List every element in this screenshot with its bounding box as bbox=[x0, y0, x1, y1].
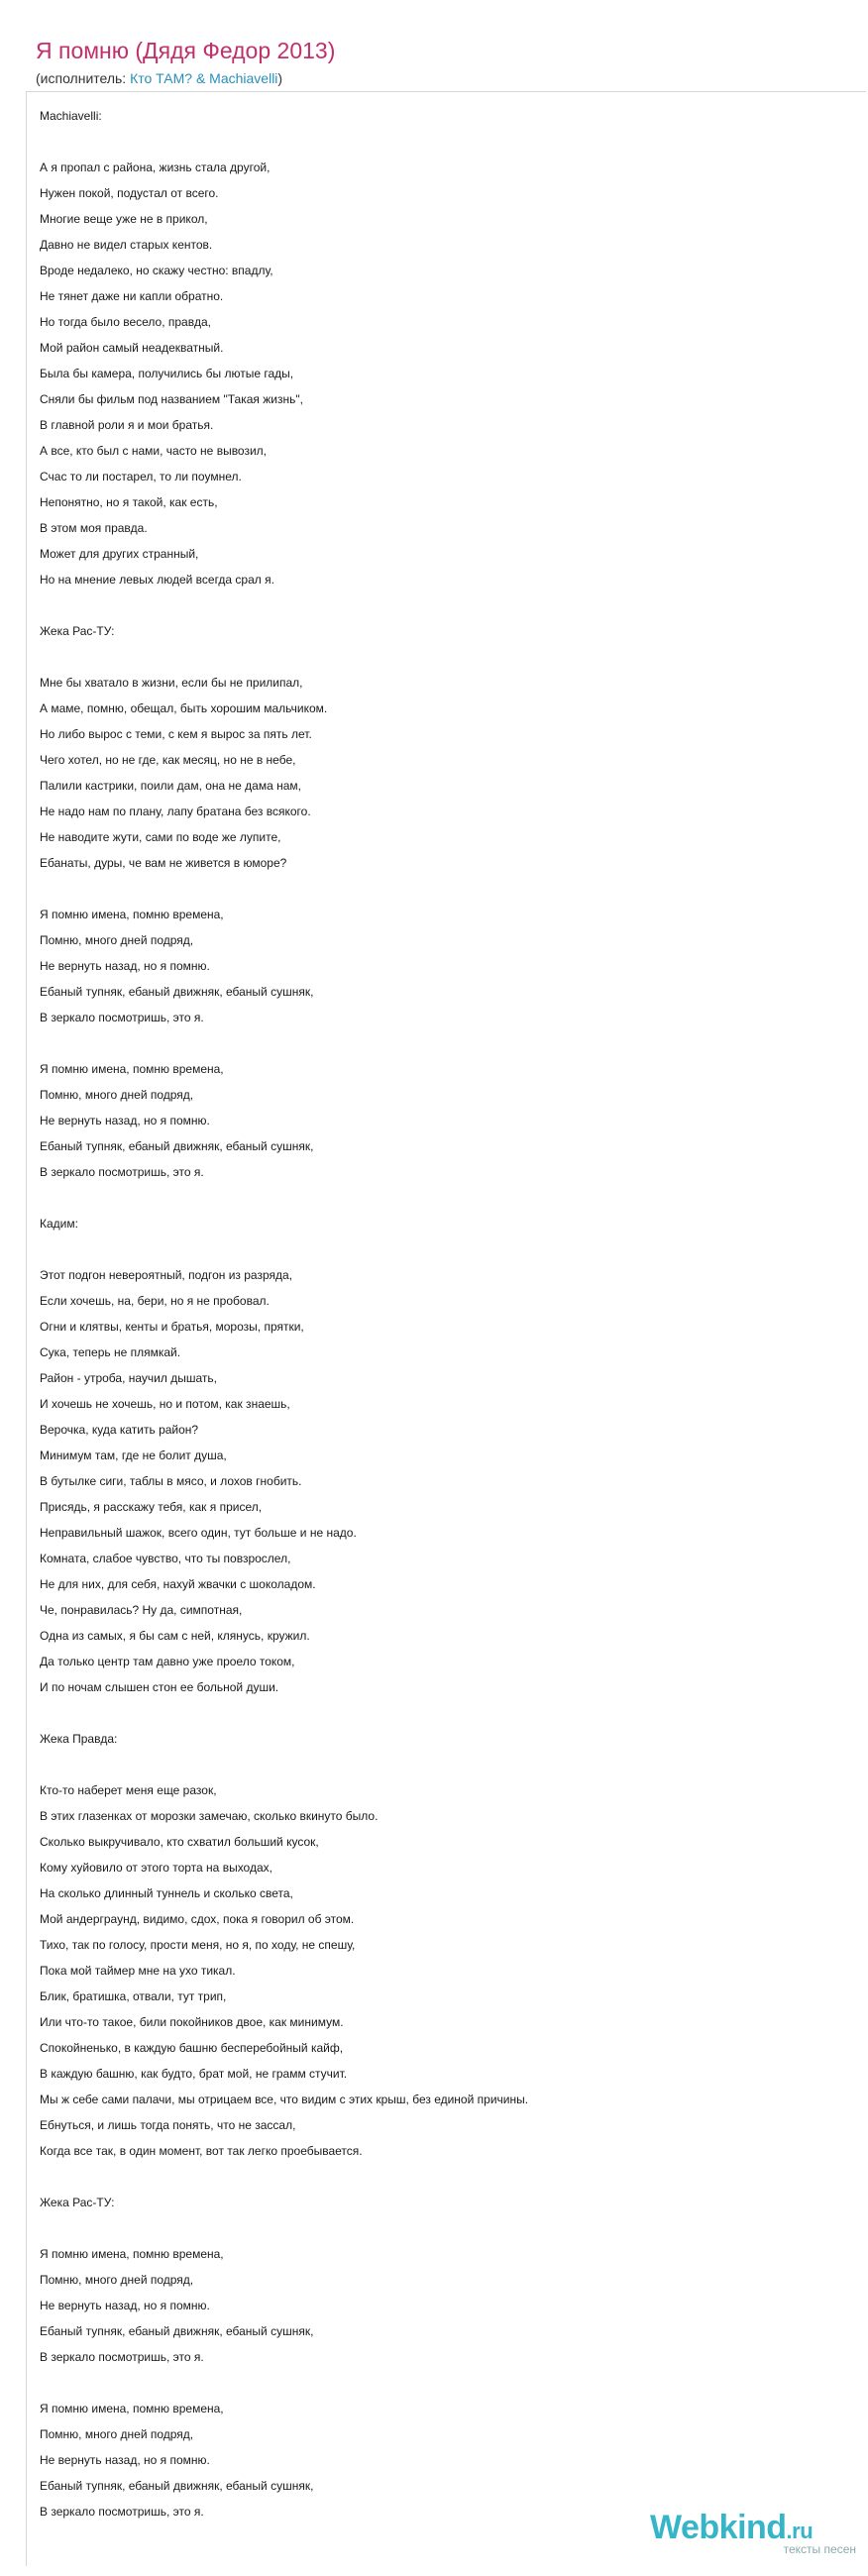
lyric-line: Может для других странный, bbox=[40, 547, 199, 561]
page-title: Я помню (Дядя Федор 2013) bbox=[36, 38, 336, 63]
byline-prefix: (исполнитель: bbox=[36, 70, 127, 86]
lyric-line: В каждую башню, как будто, брат мой, не грамм стучит. bbox=[40, 2067, 348, 2081]
blank-line bbox=[40, 2164, 868, 2190]
lyric-line: Огни и клятвы, кенты и братья, морозы, прятки, bbox=[40, 1320, 304, 1334]
lyric-line: Ебанаты, дуры, че вам не живется в юморе? bbox=[40, 856, 287, 870]
site-logo[interactable] bbox=[650, 2509, 862, 2558]
lyric-line: Минимум там, где не болит душа, bbox=[40, 1449, 227, 1462]
lyric-line: Счас то ли постарел, то ли поумнел. bbox=[40, 470, 242, 483]
byline-suffix: ) bbox=[277, 70, 283, 86]
lyric-line: И по ночам слышен стон ее больной души. bbox=[40, 1680, 279, 1694]
lyric-line: Я помню имена, помню времена, bbox=[40, 2402, 224, 2415]
lyric-line: Не вернуть назад, но я помню. bbox=[40, 2453, 210, 2467]
lyric-line: Палили кастрики, поили дам, она не дама нам, bbox=[40, 779, 301, 793]
lyric-line: Machiavelli: bbox=[40, 109, 102, 123]
lyric-line: Не вернуть назад, но я помню. bbox=[40, 1114, 210, 1127]
lyric-line: В бутылке сиги, таблы в мясо, и лохов гнобить. bbox=[40, 1474, 302, 1488]
lyric-line: Че, понравилась? Ну да, симпотная, bbox=[40, 1603, 243, 1617]
lyric-line: Кадим: bbox=[40, 1217, 78, 1231]
logo-brand-main: Webkind bbox=[650, 2509, 787, 2546]
lyric-line: Ебаный тупняк, ебаный движняк, ебаный сушняк, bbox=[40, 2324, 314, 2338]
lyric-line: Но на мнение левых людей всегда срал я. bbox=[40, 573, 274, 587]
blank-line bbox=[40, 592, 868, 618]
blank-line bbox=[40, 2215, 868, 2241]
lyric-line: Кто-то наберет меня еще разок, bbox=[40, 1783, 217, 1797]
lyric-line: Ебаный тупняк, ебаный движняк, ебаный сушняк, bbox=[40, 985, 314, 999]
lyric-line: А маме, помню, обещал, быть хорошим мальчиком. bbox=[40, 701, 328, 715]
lyric-line: Не вернуть назад, но я помню. bbox=[40, 2299, 210, 2312]
lyric-line: Я помню имена, помню времена, bbox=[40, 2247, 224, 2261]
lyric-line: Кому хуйовило от этого торта на выходах, bbox=[40, 1861, 272, 1875]
lyric-line: Нужен покой, подустал от всего. bbox=[40, 186, 219, 200]
lyric-line: Была бы камера, получились бы лютые гады, bbox=[40, 367, 294, 380]
lyric-line: Вроде недалеко, но скажу честно: впадлу, bbox=[40, 264, 273, 277]
lyric-line: Помню, много дней подряд, bbox=[40, 2427, 194, 2441]
lyric-line: Когда все так, в один момент, вот так легко проебывается. bbox=[40, 2144, 363, 2158]
blank-line bbox=[40, 644, 868, 670]
blank-line bbox=[40, 1236, 868, 1262]
lyric-line: В этих глазенках от морозки замечаю, сколько вкинуто было. bbox=[40, 1809, 379, 1823]
lyric-line: В зеркало посмотришь, это я. bbox=[40, 1165, 204, 1179]
logo-brand-suffix: .ru bbox=[786, 2519, 814, 2543]
lyric-line: Жека Рас-ТУ: bbox=[40, 624, 115, 638]
blank-line bbox=[40, 129, 868, 155]
lyric-line: Я помню имена, помню времена, bbox=[40, 1062, 224, 1076]
lyric-line: Непонятно, но я такой, как есть, bbox=[40, 495, 218, 509]
artist-byline bbox=[36, 69, 848, 87]
lyric-line: Но либо вырос с теми, с кем я вырос за пять лет. bbox=[40, 727, 312, 741]
lyric-line: Жека Правда: bbox=[40, 1732, 118, 1746]
lyric-line: В зеркало посмотришь, это я. bbox=[40, 1011, 204, 1024]
song-header bbox=[36, 36, 848, 87]
lyric-line: В зеркало посмотришь, это я. bbox=[40, 2505, 204, 2519]
lyric-line: Тихо, так по голосу, прости меня, но я, по ходу, не спешу, bbox=[40, 1938, 356, 1952]
lyric-line: А все, кто был с нами, часто не вывозил, bbox=[40, 444, 268, 458]
lyric-line: Ебнуться, и лишь тогда понять, что не зассал, bbox=[40, 2118, 296, 2132]
logo-tagline: тексты песен bbox=[783, 2542, 856, 2556]
lyric-line: Помню, много дней подряд, bbox=[40, 2273, 194, 2287]
lyric-line: Я помню имена, помню времена, bbox=[40, 908, 224, 921]
lyric-line: В главной роли я и мои братья. bbox=[40, 418, 214, 432]
lyric-line: Этот подгон невероятный, подгон из разряда, bbox=[40, 1268, 293, 1282]
lyric-line: Неправильный шажок, всего один, тут больше и не надо. bbox=[40, 1526, 357, 1540]
lyric-line: Не надо нам по плану, лапу братана без всякого. bbox=[40, 805, 311, 818]
lyric-line: Да только центр там давно уже проело током, bbox=[40, 1655, 295, 1668]
lyric-line: Не вернуть назад, но я помню. bbox=[40, 959, 210, 973]
lyric-line: В этом моя правда. bbox=[40, 521, 148, 535]
lyric-line: Или что-то такое, били покойников двое, как минимум. bbox=[40, 2015, 344, 2029]
blank-line bbox=[40, 876, 868, 902]
blank-line bbox=[40, 1700, 868, 1726]
lyric-line: Спокойненько, в каждую башню бесперебойный кайф, bbox=[40, 2041, 344, 2055]
lyric-line: Мой район самый неадекватный. bbox=[40, 341, 224, 355]
lyric-line: Не тянет даже ни капли обратно. bbox=[40, 289, 224, 303]
lyric-line: Пока мой таймер мне на ухо тикал. bbox=[40, 1964, 236, 1978]
lyric-line: Помню, много дней подряд, bbox=[40, 1088, 194, 1102]
lyric-line: А я пропал с района, жизнь стала другой, bbox=[40, 161, 271, 174]
lyric-line: Многие веще уже не в прикол, bbox=[40, 212, 208, 226]
lyric-line: На сколько длинный туннель и сколько света, bbox=[40, 1886, 293, 1900]
lyric-line: Сколько выкручивало, кто схватил больший кусок, bbox=[40, 1835, 319, 1849]
lyric-line: Мы ж себе сами палачи, мы отрицаем все, что видим с этих крыш, без единой причины. bbox=[40, 2093, 529, 2106]
blank-line bbox=[40, 1752, 868, 1777]
lyric-line: Сука, теперь не плямкай. bbox=[40, 1345, 181, 1359]
lyric-line: Жека Рас-ТУ: bbox=[40, 2196, 115, 2209]
blank-line bbox=[40, 1030, 868, 1056]
lyrics-text bbox=[40, 103, 868, 2524]
lyric-line: Присядь, я расскажу тебя, как я присел, bbox=[40, 1500, 263, 1514]
lyric-line: Чего хотел, но не где, как месяц, но не в небе, bbox=[40, 753, 296, 767]
artist-link[interactable]: Кто ТАМ? & Machiavelli bbox=[130, 70, 278, 86]
lyric-line: Не наводите жути, сами по воде же лупите, bbox=[40, 830, 281, 844]
blank-line bbox=[40, 2370, 868, 2396]
lyric-line: Мой андерграунд, видимо, сдох, пока я говорил об этом. bbox=[40, 1912, 355, 1926]
lyric-line: Комната, слабое чувство, что ты повзрослел, bbox=[40, 1552, 291, 1565]
lyric-line: Давно не видел старых кентов. bbox=[40, 238, 213, 252]
blank-line bbox=[40, 1185, 868, 1211]
lyric-line: Не для них, для себя, нахуй жвачки с шоколадом. bbox=[40, 1577, 316, 1591]
lyric-line: Помню, много дней подряд, bbox=[40, 933, 194, 947]
lyric-line: Мне бы хватало в жизни, если бы не прилипал, bbox=[40, 676, 303, 690]
lyric-line: Если хочешь, на, бери, но я не пробовал. bbox=[40, 1294, 270, 1308]
lyric-line: Одна из самых, я бы сам с ней, клянусь, кружил. bbox=[40, 1629, 310, 1643]
lyric-line: Блик, братишка, отвали, тут трип, bbox=[40, 1989, 227, 2003]
lyric-line: Ебаный тупняк, ебаный движняк, ебаный сушняк, bbox=[40, 1139, 314, 1153]
lyric-line: И хочешь не хочешь, но и потом, как знаешь, bbox=[40, 1397, 290, 1411]
lyric-line: В зеркало посмотришь, это я. bbox=[40, 2350, 204, 2364]
lyric-line: Верочка, куда катить район? bbox=[40, 1423, 199, 1437]
lyric-line: Район - утроба, научил дышать, bbox=[40, 1371, 217, 1385]
lyric-line: Но тогда было весело, правда, bbox=[40, 315, 211, 329]
lyric-line: Сняли бы фильм под названием "Такая жизнь", bbox=[40, 392, 303, 406]
lyric-line: Ебаный тупняк, ебаный движняк, ебаный сушняк, bbox=[40, 2479, 314, 2493]
